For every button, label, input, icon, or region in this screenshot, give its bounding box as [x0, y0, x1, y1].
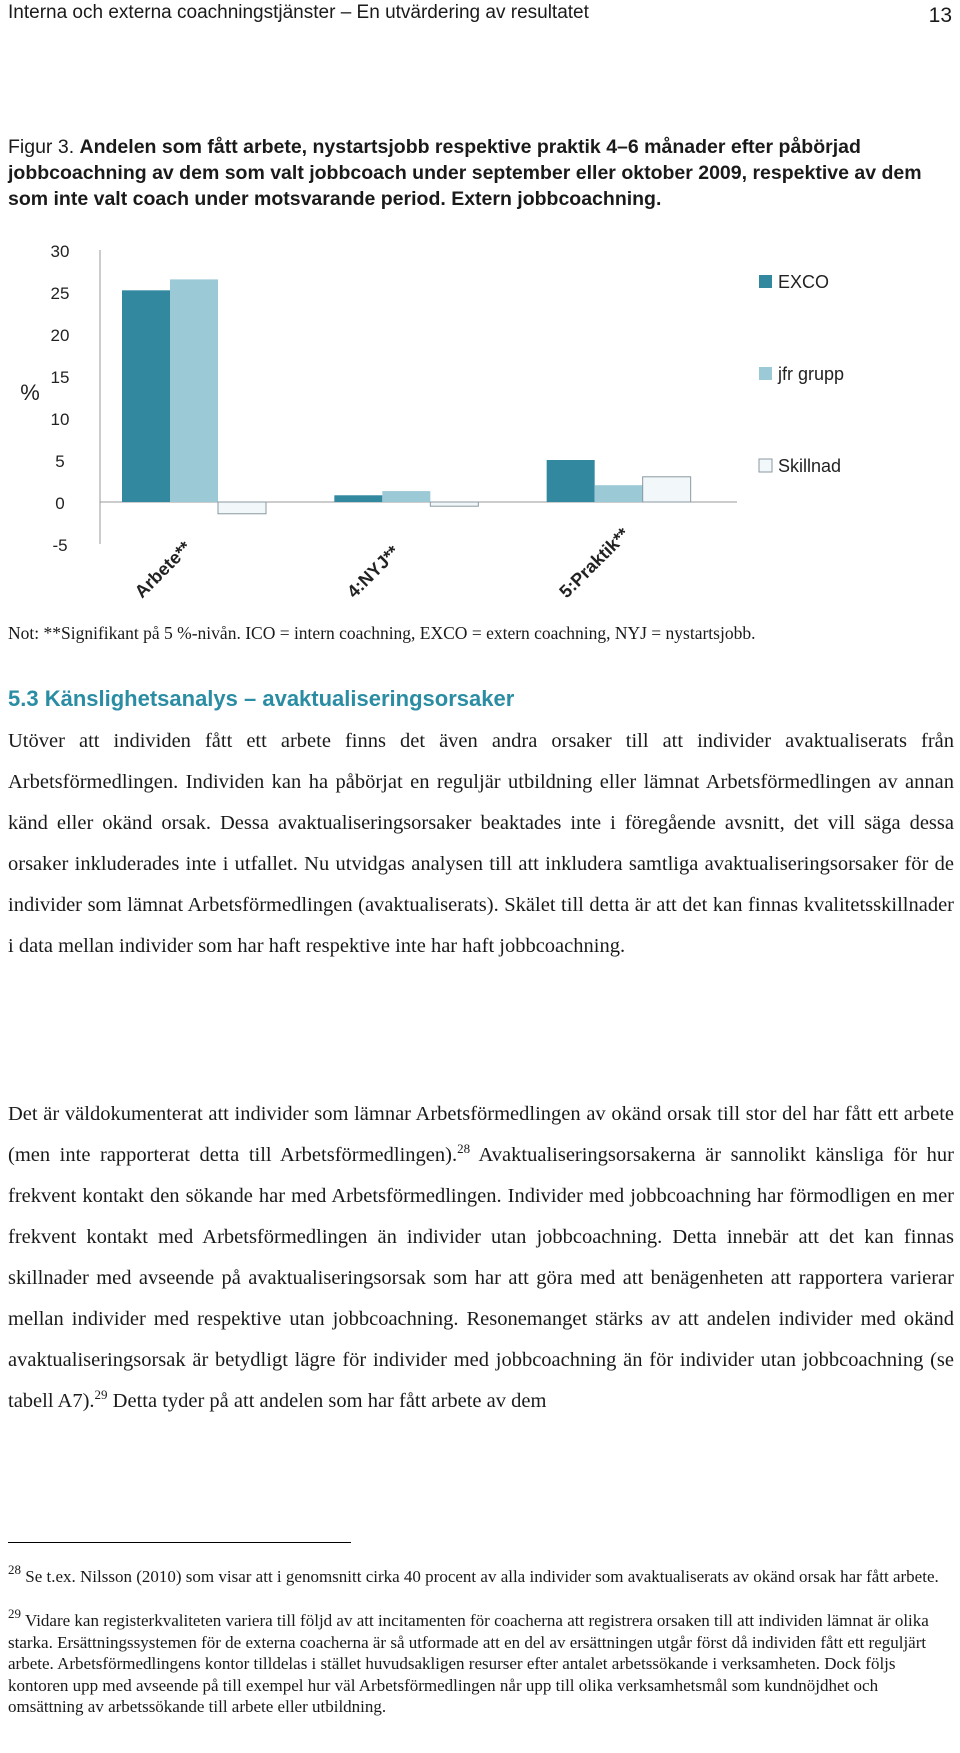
footnote-29	[8, 1606, 954, 1718]
paragraph-2	[8, 1094, 954, 1422]
y-tick-label: 5	[55, 452, 65, 471]
paragraph-2-part-c: Detta tyder på att andelen som har fått arbete av dem	[107, 1390, 547, 1412]
bar-skillnad	[643, 477, 691, 502]
running-header: Interna och externa coachningstjänster – En utvärdering av resultatet	[8, 2, 589, 23]
bar-jfr-grupp	[170, 279, 218, 502]
y-tick-label: 10	[50, 410, 70, 429]
category-label: 4:NYJ**	[343, 541, 404, 602]
figure-title: Andelen som fått arbete, nystartsjobb respektive praktik 4–6 månader efter påbörjad jobbcoachning av dem som valt jobbcoach under september eller oktober 2009, respektive av dem som inte valt coach under motsvarande period. Extern jobbcoachning.	[8, 136, 922, 210]
paragraph-2-part-b: Avaktualiseringsorsakerna är sannolikt känsliga för hur frekvent kontakt den sökande har med Arbetsförmedlingen. Individer med jobbcoachning har förmodligen en mer frekvent kontakt med Arbetsförmedlingen än individer utan jobbcoachning. Detta innebär att det kan finnas skillnader med avseende på avaktualiseringsorsak som har att göra med att benägenheten att rapportera varierar mellan individer med respektive utan jobbcoachning. Resonemanget stärks av att andelen individer med okänd avaktualiseringsorsak är betydligt lägre för individer med jobbcoachning än för individer utan jobbcoachning (se tabell A7).	[8, 1144, 955, 1412]
bar-jfr-grupp	[382, 491, 430, 502]
footnote-ref-29[interactable]: 29	[94, 1387, 108, 1402]
paragraph-2-part-a: Det är väldokumenterat att individer som lämnar Arbetsförmedlingen av okänd orsak till stor del har fått ett arbete (men inte rapporterat detta till Arbetsförmedlingen).	[8, 1103, 954, 1166]
figure-note: Not: **Signifikant på 5 %-nivån. ICO = intern coachning, EXCO = extern coachning, NYJ = nystartsjobb.	[8, 623, 756, 643]
figure-label: Figur 3.	[8, 136, 75, 158]
y-tick-label: 25	[50, 284, 70, 303]
bar-chart	[0, 232, 960, 617]
footnote-text: Se t.ex. Nilsson (2010) som visar att i genomsnitt cirka 40 procent av alla individer som avaktualiserats av okänd orsak har fått arbete.	[25, 1567, 939, 1586]
y-tick-label: -5	[52, 536, 68, 555]
legend-swatch	[759, 367, 772, 380]
bar-jfr-grupp	[595, 485, 643, 502]
category-label: Arbete**	[130, 537, 196, 602]
page-number: 13	[928, 4, 952, 27]
footnote-number: 29	[8, 1606, 21, 1621]
footnote-ref-28[interactable]: 28	[457, 1141, 471, 1156]
figure-caption	[8, 134, 953, 212]
bar-skillnad	[430, 502, 478, 506]
footnote-28	[8, 1562, 954, 1588]
legend-label: Skillnad	[778, 456, 842, 476]
bar-exco	[547, 460, 595, 502]
legend-swatch	[759, 459, 772, 472]
bar-exco	[334, 495, 382, 502]
legend-swatch	[759, 275, 772, 288]
footnote-number: 28	[8, 1562, 21, 1577]
legend-label: jfr grupp	[778, 364, 845, 384]
y-tick-label: 30	[50, 242, 70, 261]
footnote-separator	[8, 1542, 351, 1543]
paragraph-1: Utöver att individen fått ett arbete finns det även andra orsaker till att individer avaktualiserats från Arbetsförmedlingen. Individen kan ha påbörjat en reguljär utbildning eller lämnat Arbetsförmedlingen av annan känd eller okänd orsak. Dessa avaktualiseringsorsaker beaktades inte i föregående avsnitt, det vill säga dessa orsaker inkluderades inte i utfallet. Nu utvidgas analysen till att inkludera samtliga avaktualiseringsorsaker för de individer som lämnat Arbetsförmedlingen (avaktualiserats). Skälet till detta är att det kan finnas kvalitetsskillnader i data mellan individer som har haft respektive inte har haft jobbcoachning.	[8, 730, 954, 957]
section-heading: 5.3 Känslighetsanalys – avaktualiseringsorsaker	[8, 686, 515, 711]
y-axis-label: %	[20, 380, 40, 405]
y-tick-label: 0	[55, 494, 65, 513]
y-tick-label: 15	[50, 368, 70, 387]
bar-exco	[122, 290, 170, 502]
legend-label: EXCO	[778, 272, 830, 292]
category-label: 5:Praktik**	[555, 524, 634, 602]
y-tick-label: 20	[50, 326, 70, 345]
footnote-text: Vidare kan registerkvaliteten variera till följd av att incitamenten för coacherna att registrera orsaken till att individen lämnat är olika starka. Ersättningssystemen för de externa coacherna är så utformade att en del av ersättningen utgår först då individen fått ett reguljärt arbete. Arbetsförmedlingens kontor tilldelas i stället huvudsakligen resurser efter antalet arbetssökande i verksamheten. Dock följs kontoren upp med avseende på till exempel hur väl Arbetsförmedlingen når upp till olika verksamhetsmål som kundnöjdhet och omsättning av arbetssökande till arbete eller utbildning.	[8, 1611, 929, 1716]
bar-skillnad	[218, 502, 266, 514]
